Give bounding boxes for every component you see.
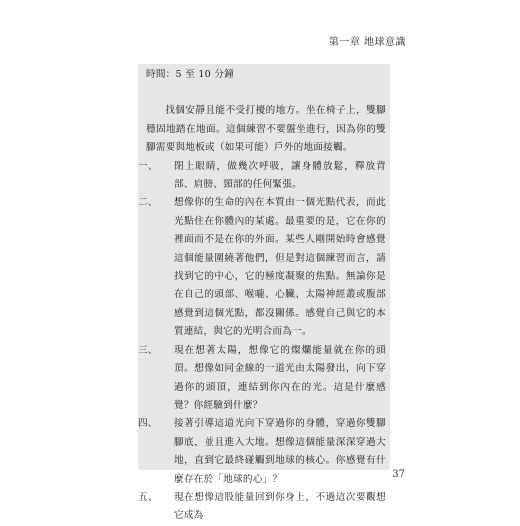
step-number: 三、 bbox=[138, 344, 158, 356]
exercise-step bbox=[138, 342, 386, 416]
exercise-step bbox=[138, 194, 386, 341]
step-text: 閉上眼睛，做幾次呼吸，讓身體放鬆，釋放背部、肩膀、頸部的任何緊張。 bbox=[174, 160, 386, 191]
step-text: 想像你的生命的內在本質由一個光點代表，而此光點住在你體內的某處。最重要的是，它在你的裡面而不是在你的外面。某些人剛開始時會感覺這個能量圍繞著他們，但是對這個練習而言，請找到它的中心，它的極度凝聚的焦點。無論你是在自己的頭部、喉嚨、心臟、太陽神經叢或腹部感覺到這個光點，都沒關係。感覺自己與它的本質連結，與它的光明合而為一。 bbox=[174, 197, 386, 338]
exercise-time: 時間：5 至 10 分鐘 bbox=[146, 69, 235, 80]
step-text: 現在想著太陽，想像它的燦爛能量就在你的頭頂。想像如同金線的一道光由太陽發出，向下穿過你的頭頂，連結到你內在的光。這是什麼感覺？你經驗到什麼？ bbox=[174, 344, 386, 411]
running-head: 第一章 地球意識 bbox=[328, 37, 406, 48]
exercise-step bbox=[138, 158, 386, 195]
step-number: 一、 bbox=[138, 160, 158, 172]
exercise-content bbox=[138, 66, 386, 526]
step-text: 接著引導這道光向下穿過你的身體，穿過你雙腳腳底，並且進入大地。想像這個能量深深穿過大地，直到它最終碰觸到地球的核心。你感覺有什麼存在於「地球的心」？ bbox=[174, 418, 386, 485]
step-text: 現在想像這股能量回到你身上，不過這次要觀想它成為 bbox=[174, 491, 386, 522]
step-number: 四、 bbox=[138, 418, 158, 430]
exercise-intro: 找個安靜且能不受打擾的地方。坐在椅子上，雙腳穩固地踏在地面。這個練習不要盤坐進行，因為你的雙腳需要與地板或（如果可能）戶外的地面接觸。 bbox=[146, 105, 386, 154]
page-number: 37 bbox=[392, 469, 405, 480]
exercise-step bbox=[138, 489, 386, 526]
step-number: 五、 bbox=[138, 491, 158, 503]
exercise-step bbox=[138, 415, 386, 489]
step-number: 二、 bbox=[138, 197, 158, 209]
